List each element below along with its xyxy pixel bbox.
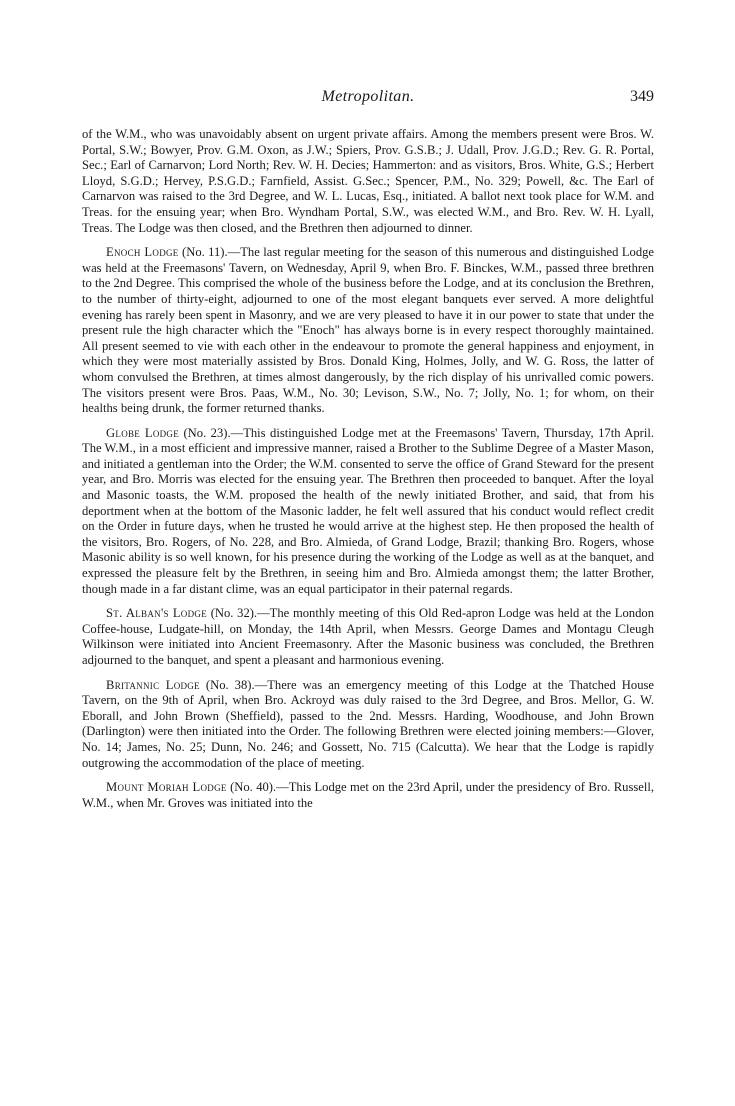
paragraph-text: (No. 11).—The last regular meeting for the season of this numerous and distinguished Lodge was held at the Freemasons' Tavern, on Wednesday, April 9, when Bro. F. Binckes, W.M., passed three brethren to the 2nd Degree. This comprised the whole of the business before the Lodge, and at its conclusion the Brethren, to the number of thirty-eight, adjourned to one of the most elegant banquets ever served. A more delightful evening has rarely been spent in Masonry, and we are very pleased to have it in our power to state that under the present rule the high character which the "Enoch" has always borne is in every respect thoroughly maintained. All present seemed to vie with each other in the endeavour to promote the general happiness and enjoyment, in which they were most materially assisted by Bros. Donald King, Holmes, Jolly, and W. G. Ross, the latter of whom convulsed the Brethren, at times almost dangerously, by the rich display of his unrivalled comic powers. The visitors present were Bros. Paas, W.M., No. 30; Levison, S.W., No. 7; Jolly, No. 1; for whom, on their healths being drunk, the former returned thanks. bbox=[82, 245, 655, 416]
lodge-name: Enoch Lodge bbox=[106, 245, 179, 260]
lodge-name: Britannic Lodge bbox=[106, 677, 200, 692]
lodge-name: Mount Moriah Lodge bbox=[106, 780, 227, 795]
paragraph-britannic-lodge bbox=[82, 678, 654, 772]
paragraph-text: (No. 32).—The monthly meeting of this Old Red-apron Lodge was held at the London Coffee-house, Ludgate-hill, on Monday, the 14th April, when Messrs. George Dames and Montagu Cleugh Wilkinson were initiated into Ancient Freemasonry. After the Masonic business was concluded, the Brethren adjourned to the banquet, and spent a pleasant and harmonious evening. bbox=[82, 606, 654, 667]
paragraph-text: of the W.M., who was unavoidably absent on urgent private affairs. Among the members present were Bros. W. Portal, S.W.; Bowyer, Prov. G.M. Oxon, as J.W.; Spiers, Prov. G.S.B.; J. Udall, Prov. J.G.D.; Rev. G. R. Portal, Sec.; Earl of Carnarvon; Lord North; Rev. W. H. Decies; Hammerton: and as visitors, Bros. White, G.S.; Herbert Lloyd, S.G.D.; Hervey, P.S.G.D.; Farnfield, Assist. G.Sec.; Spencer, P.M., No. 329; Powell, &c. The Earl of Carnarvon was raised to the 3rd Degree, and W. L. Lucas, Esq., initiated. A ballot next took place for W.M. and Treas. for the ensuing year; when Bro. Wyndham Portal, S.W., was elected W.M., and Bro. Rev. W. H. Lyall, Treas. The Lodge was then closed, and the Brethren then adjourned to dinner. bbox=[82, 127, 654, 235]
paragraph-mount-moriah-lodge bbox=[82, 780, 654, 811]
paragraph-enoch-lodge bbox=[82, 245, 654, 417]
paragraph-text: (No. 38).—There was an emergency meeting of this Lodge at the Thatched House Tavern, on the 9th of April, when Bro. Ackroyd was duly raised to the 3rd Degree, and Bros. Mellor, G. W. Eborall, and John Brown (Sheffield), passed to the 2nd. Messrs. Harding, Woodhouse, and John Brown (Darlington) were then initiated into the Order. The following Brethren were elected joining members:—Glover, No. 14; James, No. 25; Dunn, No. 246; and Gossett, No. 715 (Calcutta). We hear that the Lodge is rapidly outgrowing the accommodation of the place of meeting. bbox=[82, 677, 654, 770]
lodge-name: St. Alban's Lodge bbox=[106, 606, 208, 621]
paragraph-text: (No. 23).—This distinguished Lodge met at the Freemasons' Tavern, Thursday, 17th April. The W.M., in a most efficient and impressive manner, raised a Brother to the Sublime Degree of a Master Mason, and initiated a gentleman into the Order; the W.M. consented to serve the office of Grand Steward for the present year, and Bro. Morris was elected for the ensuing year. The Brethren then proceeded to banquet. After the loyal and Masonic toasts, the W.M. proposed the health of the newly initiated Brother, and said, that from his deportment when at the bottom of the Masonic ladder, he felt well assured that his conduct would reflect credit on the Order in future days, when he trusted he would arrive at the highest step. He then proposed the health of the visitors, Bro. Rogers, of No. 228, and Bro. Almieda, of Grand Lodge, Brazil; thanking Bro. Rogers, whose Masonic ability is so well known, for his presence during the working of the Lodge as well as at the banquet, and expressed the pleasure felt by the Brethren, in seeing him and Bro. Almieda amongst them; the latter Brother, though made in a far distant clime, was an equal participator in their paternal regards. bbox=[82, 425, 654, 596]
paragraph-st-albans-lodge bbox=[82, 606, 654, 668]
paragraph-globe-lodge bbox=[82, 426, 654, 598]
paragraph-text: (No. 40).—This Lodge met on the 23rd April, under the presidency of Bro. Russell, W.M., when Mr. Groves was initiated into the bbox=[82, 780, 655, 810]
page-number: 349 bbox=[630, 88, 654, 105]
article-body bbox=[82, 127, 654, 820]
paragraph-continued bbox=[82, 127, 654, 236]
running-title: Metropolitan. bbox=[321, 88, 415, 105]
running-head bbox=[82, 88, 654, 110]
lodge-name: Globe Lodge bbox=[106, 425, 180, 440]
